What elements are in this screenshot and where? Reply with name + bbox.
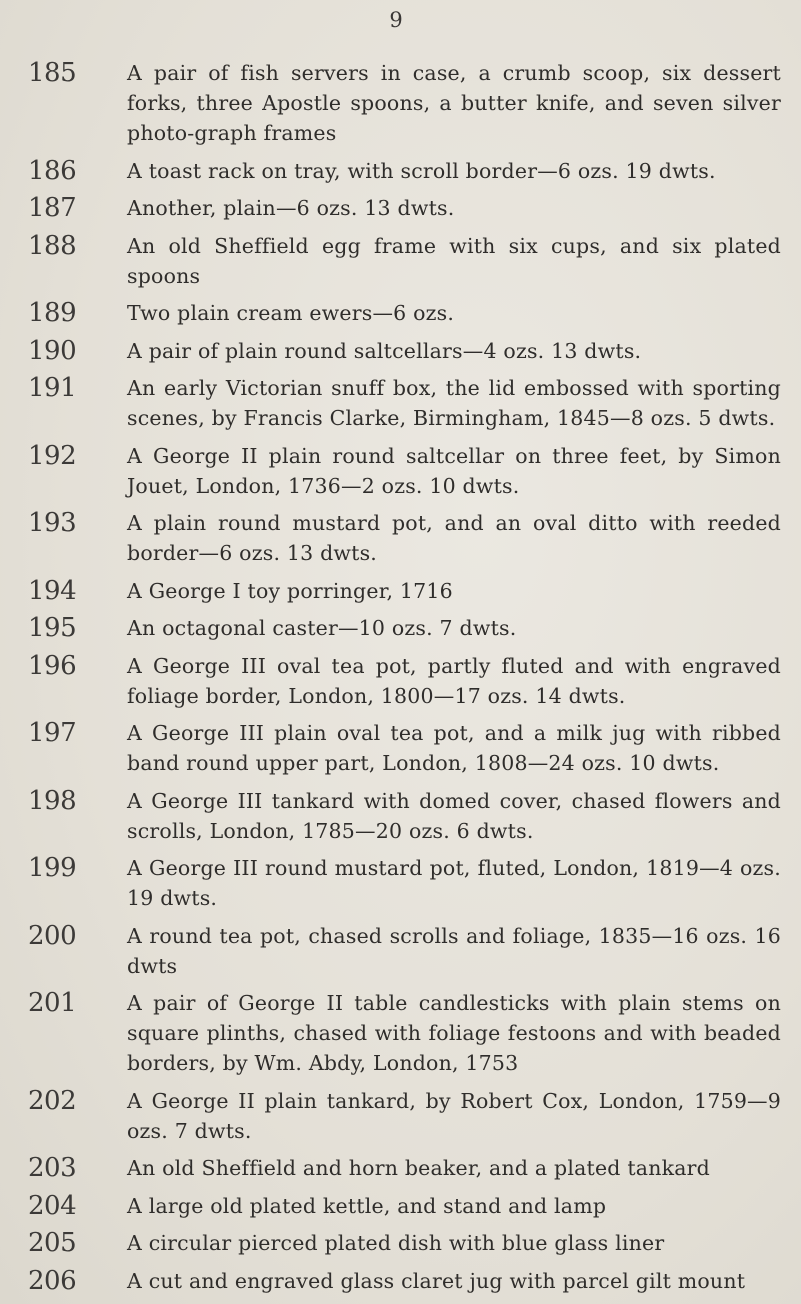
lot-description: A round tea pot, chased scrolls and foliage, 1835—16 ozs. 16 dwts	[127, 923, 781, 978]
page-number: 9	[389, 8, 403, 32]
lot-description: An early Victorian snuff box, the lid embossed with sporting scenes, by Francis Clarke, Birmingham, 1845—8 ozs. 5 dwts.	[127, 376, 781, 431]
lot-number: 188	[28, 230, 77, 261]
lot-description: A George II plain tankard, by Robert Cox, London, 1759—9 ozs. 7 dwts.	[127, 1088, 781, 1143]
lot-number: 185	[28, 58, 77, 88]
lot-description: A plain round mustard pot, and an oval ditto with reeded border—6 ozs. 13 dwts.	[127, 511, 781, 566]
lot-number: 187	[28, 193, 77, 224]
lot-description: A large old plated kettle, and stand and lamp	[127, 1193, 607, 1218]
lot-number: 203	[28, 1153, 77, 1184]
lot-description: Two plain cream ewers—6 ozs.	[127, 301, 455, 326]
lot-number: 192	[28, 440, 77, 471]
lot-number: 202	[28, 1085, 77, 1116]
lot-description: A circular pierced plated dish with blue glass liner	[127, 1231, 665, 1256]
lot-number: 196	[28, 650, 77, 681]
lot-description: An octagonal caster—10 ozs. 7 dwts.	[127, 616, 517, 641]
lot-description: A toast rack on tray, with scroll border—6 ozs. 19 dwts.	[127, 158, 716, 183]
lot-number: 194	[28, 575, 77, 606]
lot-description: A George III oval tea pot, partly fluted and with engraved foliage border, London, 1800—17 ozs. 14 dwts.	[127, 653, 781, 708]
lot-number: 201	[28, 988, 77, 1019]
lot-number: 191	[28, 373, 77, 404]
lot-description: A George III plain oval tea pot, and a milk jug with ribbed band round upper part, London, 1808—24 ozs. 10 dwts.	[127, 721, 781, 776]
lot-number: 198	[28, 785, 77, 816]
lot-number: 195	[28, 613, 77, 644]
lot-description: An old Sheffield egg frame with six cups, and six plated spoons	[127, 233, 781, 288]
lot-number: 189	[28, 298, 77, 329]
lot-number: 205	[28, 1228, 77, 1259]
lot-number: 199	[28, 853, 77, 884]
lot-description: A pair of George II table candlesticks with plain stems on square plinths, chased with foliage festoons and with beaded borders, by Wm. Abdy, London, 1753	[127, 991, 781, 1076]
lot-number: 200	[28, 920, 77, 951]
lot-description: A George III tankard with domed cover, chased flowers and scrolls, London, 1785—20 ozs. 6 dwts.	[127, 788, 781, 843]
lot-number: 186	[28, 155, 77, 186]
lot-description: A George I toy porringer, 1716	[127, 578, 453, 603]
lot-description: Another, plain—6 ozs. 13 dwts.	[127, 196, 455, 221]
lot-description: A cut and engraved glass claret jug with parcel gilt mount	[127, 1269, 746, 1293]
lot-number: 193	[28, 508, 77, 539]
lot-description: A pair of fish servers in case, a crumb scoop, six dessert forks, three Apostle spoons, a butter knife, and seven silver photo-graph frames	[127, 61, 781, 145]
lot-description: A George II plain round saltcellar on three feet, by Simon Jouet, London, 1736—2 ozs. 10 dwts.	[127, 443, 781, 498]
lot-number: 206	[28, 1266, 77, 1296]
lot-description: A George III round mustard pot, fluted, London, 1819—4 ozs. 19 dwts.	[127, 856, 781, 911]
lot-number: 204	[28, 1190, 77, 1221]
lot-number: 190	[28, 335, 77, 366]
lot-number: 197	[28, 718, 77, 749]
lot-description: An old Sheffield and horn beaker, and a plated tankard	[127, 1156, 710, 1181]
lot-description: A pair of plain round saltcellars—4 ozs. 13 dwts.	[127, 338, 642, 363]
